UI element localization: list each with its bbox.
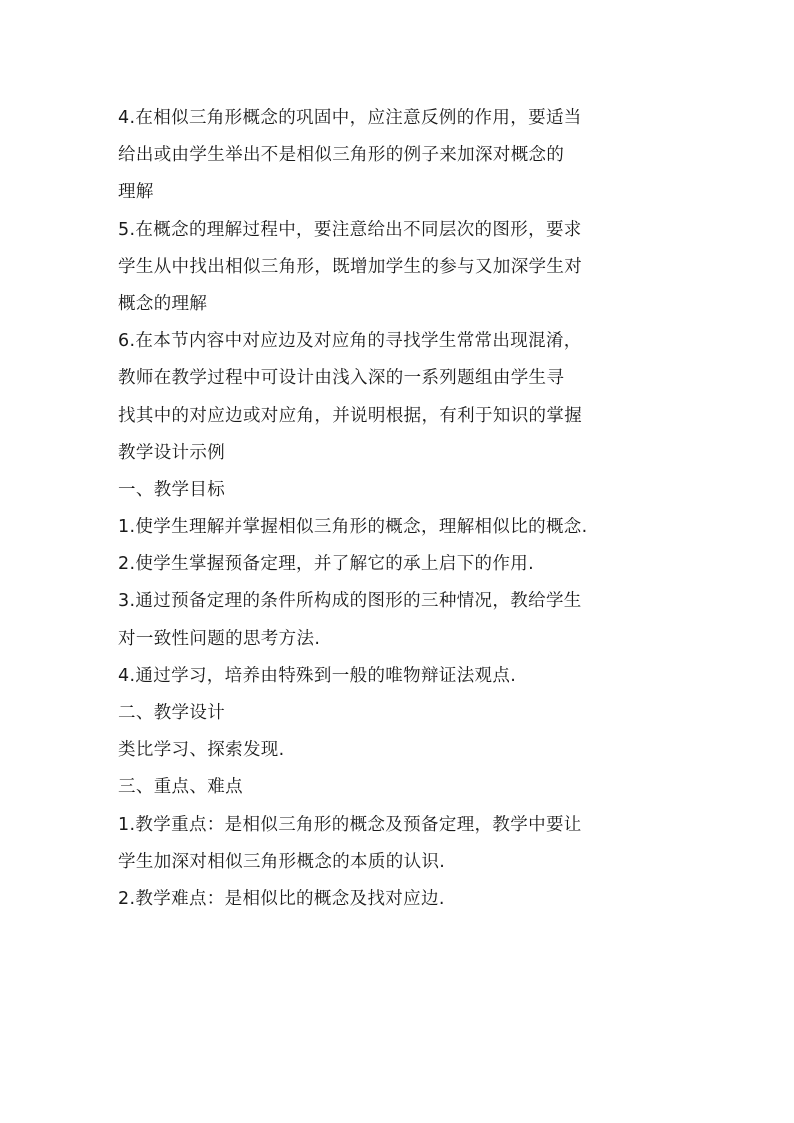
section-heading: 一、教学目标 (118, 479, 226, 500)
text-line: 找其中的对应边或对应角，并说明根据，有利于知识的掌握 (118, 405, 583, 426)
section-heading: 三、重点、难点 (118, 777, 243, 798)
section-heading: 教学设计示例 (118, 442, 226, 463)
text-line: 2.使学生掌握预备定理，并了解它的承上启下的作用. (118, 554, 535, 575)
text-line: 5.在概念的理解过程中，要注意给出不同层次的图形，要求 (118, 219, 582, 240)
text-line: 概念的理解 (118, 293, 208, 314)
text-line: 4.在相似三角形概念的巩固中，应注意反例的作用，要适当 (118, 108, 582, 128)
text-line: 给出或由学生举出不是相似三角形的例子来加深对概念的 (118, 145, 565, 166)
text-line: 学生加深对相似三角形概念的本质的认识. (118, 851, 446, 872)
text-line: 类比学习、探索发现. (118, 740, 285, 761)
text-line: 2.教学难点：是相似比的概念及找对应边. (118, 888, 445, 909)
text-line: 1.使学生理解并掌握相似三角形的概念，理解相似比的概念. (118, 517, 588, 538)
text-line: 3.通过预备定理的条件所构成的图形的三种情况，教给学生 (118, 591, 582, 612)
text-line: 学生从中找出相似三角形，既增加学生的参与又加深学生对 (118, 256, 583, 277)
text-line: 对一致性问题的思考方法. (118, 628, 321, 649)
document-body (118, 100, 678, 918)
text-line: 6.在本节内容中对应边及对应角的寻找学生常常出现混淆， (118, 331, 582, 352)
section-heading: 二、教学设计 (118, 703, 226, 723)
text-line: 理解 (118, 182, 154, 203)
text-line: 教师在教学过程中可设计由浅入深的一系列题组由学生寻 (118, 368, 565, 389)
text-line: 4.通过学习，培养由特殊到一般的唯物辩证法观点. (118, 665, 517, 686)
text-line: 1.教学重点：是相似三角形的概念及预备定理，教学中要让 (118, 814, 582, 835)
